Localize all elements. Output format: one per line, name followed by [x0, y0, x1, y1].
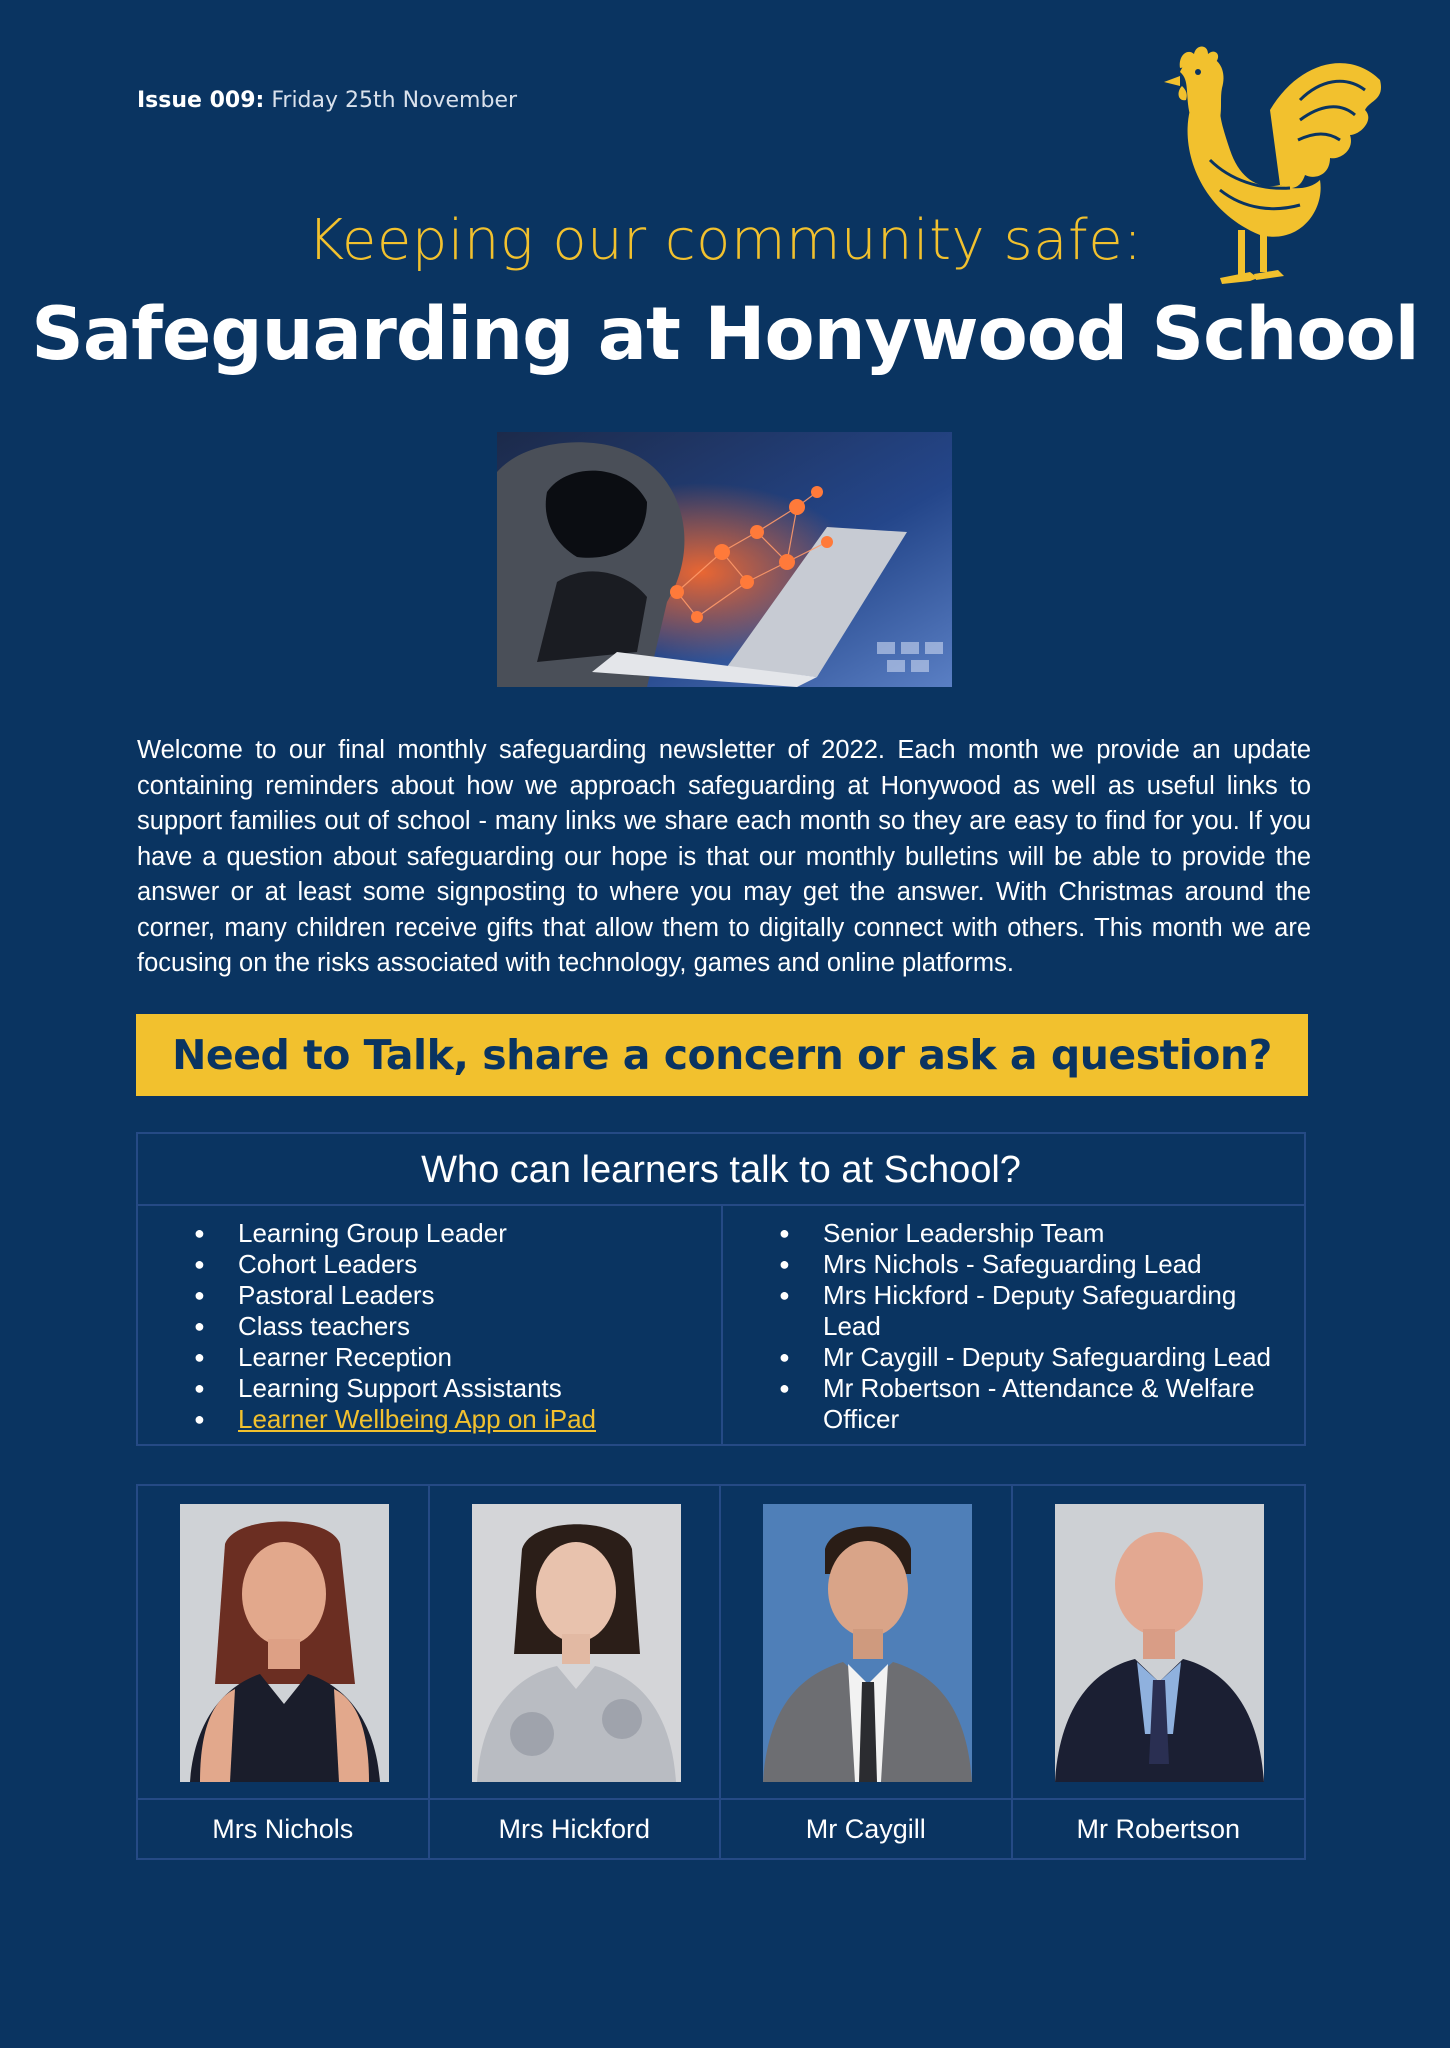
page-title: Safeguarding at Honywood School [31, 292, 1419, 377]
issue-date: Friday 25th November [271, 88, 518, 113]
list-item: ● Learner Reception [138, 1342, 721, 1373]
intro-paragraph: Welcome to our final monthly safeguarding newsletter of 2022. Each month we provide an update containing reminders about how we approach safeguarding at Honywood as well as useful links to support families out of school - many links we share each month so they are easy to find for you. If you have a question about safeguarding our hope is that our monthly bulletins will be able to provide the answer or at least some signposting to where you may get the answer. With Christmas around the corner, many children receive gifts that allow them to digitally connect with others. This month we are focusing on the risks associated with technology, games and online platforms. [137, 736, 1311, 977]
staff-name: Mr Caygill [721, 1800, 1013, 1858]
list-item: ● Pastoral Leaders [138, 1280, 721, 1311]
who-left-column [138, 1206, 721, 1444]
staff-photo-mr-caygill [763, 1504, 972, 1782]
staff-name: Mrs Nichols [138, 1800, 430, 1858]
concern-banner: Need to Talk, share a concern or ask a question? [136, 1014, 1308, 1096]
staff-photo-cell [430, 1486, 722, 1800]
learner-wellbeing-app-link[interactable]: Learner Wellbeing App on iPad [238, 1404, 596, 1434]
list-item: ● Mr Robertson - Attendance & Welfare Officer [723, 1373, 1304, 1435]
list-item: ● Learning Group Leader [138, 1218, 721, 1249]
page-subtitle: Keeping our community safe: [307, 208, 1143, 273]
staff-photo-mrs-hickford [472, 1504, 681, 1782]
staff-name: Mr Robertson [1076, 1814, 1241, 1844]
hero-hacker-laptop-image [497, 432, 952, 687]
list-item: ● Mr Caygill - Deputy Safeguarding Lead [723, 1342, 1304, 1373]
list-item: ● Mrs Nichols - Safeguarding Lead [723, 1249, 1304, 1280]
who-can-learners-talk-to-table [136, 1132, 1306, 1446]
staff-photo-cell [1013, 1486, 1305, 1800]
list-item: ● Class teachers [138, 1311, 721, 1342]
list-item-link [138, 1404, 721, 1435]
staff-name: Mrs Hickford [430, 1800, 722, 1858]
issue-number: Issue 009: [137, 88, 265, 113]
staff-photo-mrs-nichols [180, 1504, 389, 1782]
staff-photo-table [136, 1484, 1306, 1860]
who-right-column [721, 1206, 1304, 1444]
staff-photo-mr-robertson [1055, 1504, 1264, 1782]
issue-line [137, 88, 517, 113]
list-item: ● Cohort Leaders [138, 1249, 721, 1280]
list-item: ● Mrs Hickford - Deputy Safeguarding Lead [723, 1280, 1304, 1342]
who-table-heading: Who can learners talk to at School? [138, 1134, 1304, 1206]
list-item: ● Senior Leadership Team [723, 1218, 1304, 1249]
staff-photo-cell [138, 1486, 430, 1800]
list-item: ● Learning Support Assistants [138, 1373, 721, 1404]
staff-photo-cell [721, 1486, 1013, 1800]
